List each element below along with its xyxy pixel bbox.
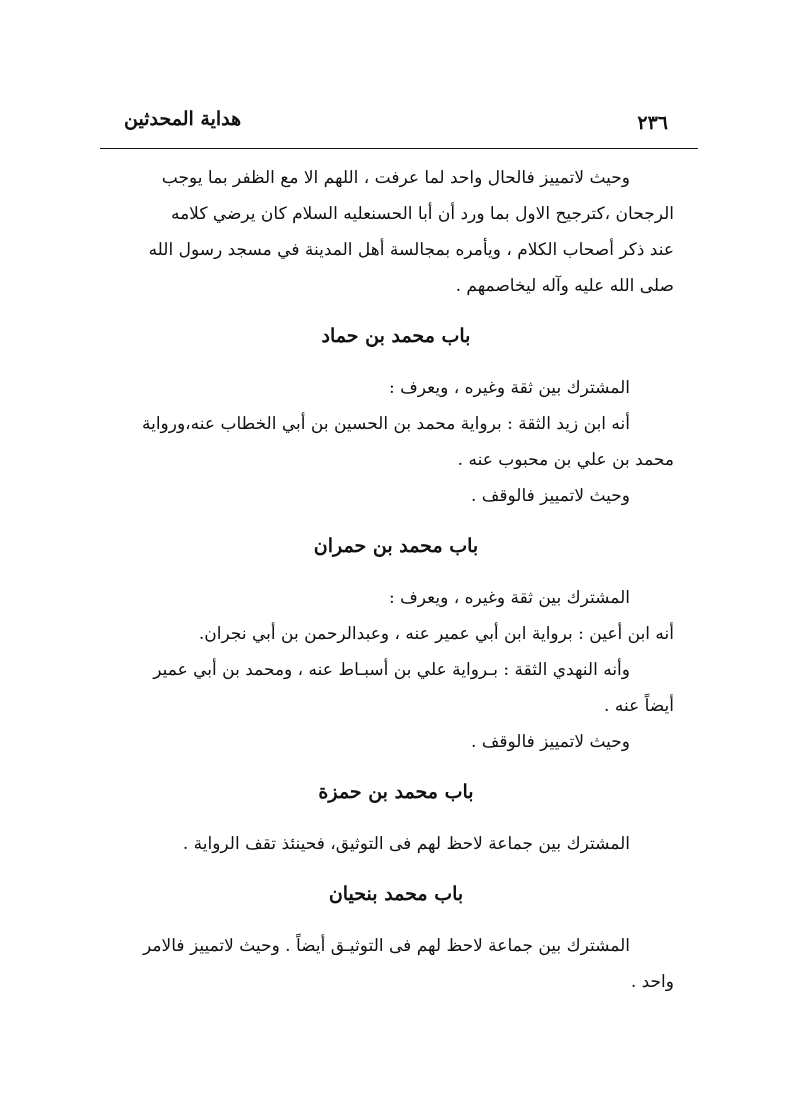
chapter-title: باب محمد بنحيان [328, 883, 464, 905]
page-number: ٢٣٦ [637, 112, 668, 134]
paragraph-line: المشترك بين ثقة وغيره ، ويعرف : [389, 588, 630, 608]
paragraph-line: واحد . [630, 972, 674, 992]
paragraph-line: صلى الله عليه وآله ليخاصمهم . [455, 276, 674, 296]
paragraph-line: أنه ابن أعين : برواية ابن أبي عمير عنه ، وعبدالرحمن بن أبي نجران. [198, 624, 674, 644]
chapter-title: باب محمد بن حمزة [318, 781, 474, 803]
chapter-title: باب محمد بن حمران [313, 535, 479, 557]
running-title: هداية المحدثين [124, 108, 242, 130]
chapter-title: باب محمد بن حماد [321, 325, 471, 347]
paragraph-line: المشترك بين ثقة وغيره ، ويعرف : [389, 378, 630, 398]
paragraph-line: وحيث لاتمييز فالوقف . [470, 486, 630, 506]
page-header [100, 100, 698, 149]
paragraph-line: المشترك بين جماعة لاحظ لهم فى التوثيـق أيضاً . وحيث لاتمييز فالامر [143, 936, 630, 956]
paragraph-line: الرجحان ،كترجيح الاول بما ورد أن أبا الحسنعليه السلام كان يرضي كلامه [170, 204, 674, 224]
paragraph-line: وحيث لاتمييز فالوقف . [470, 732, 630, 752]
paragraph-line: محمد بن علي بن محبوب عنه . [457, 450, 674, 470]
paragraph-line: وأنه النهدي الثقة : بـرواية علي بن أسبـاط عنه ، ومحمد بن أبي عمير [153, 660, 630, 680]
paragraph-line: أيضاً عنه . [604, 696, 674, 716]
page-body [118, 160, 674, 1000]
paragraph-line: عند ذكر أصحاب الكلام ، ويأمره بمجالسة أهل المدينة في مسجد رسول الله [148, 240, 674, 260]
paragraph-line: أنه ابن زيد الثقة : برواية محمد بن الحسين بن أبي الخطاب عنه،ورواية [141, 414, 630, 434]
paragraph-line: المشترك بين جماعة لاحظ لهم فى التوثيق، فحينئذ تقف الرواية . [182, 834, 630, 854]
paragraph-line: وحيث لاتمييز فالحال واحد لما عرفت ، اللهم الا مع الظفر بما يوجب [161, 168, 630, 188]
